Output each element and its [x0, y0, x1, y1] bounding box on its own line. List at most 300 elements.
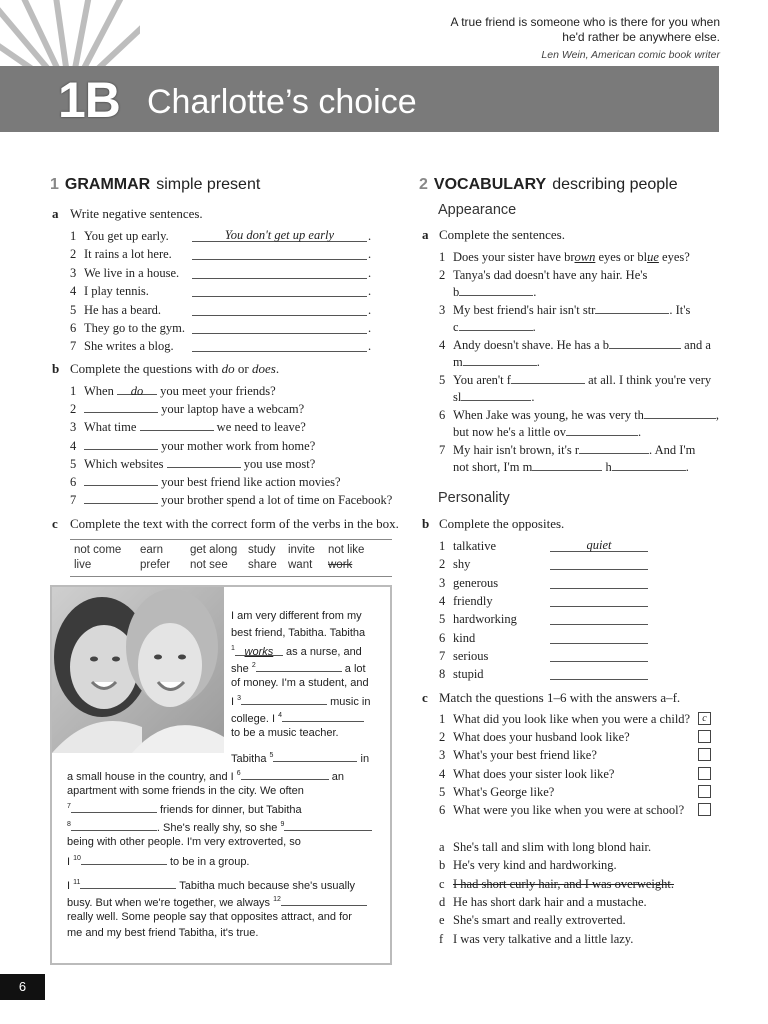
item-number: 3 — [439, 748, 446, 763]
unit-title: Charlotte’s choice — [147, 83, 417, 121]
gap-blank[interactable] — [281, 895, 367, 906]
gap-blank[interactable] — [80, 878, 176, 889]
answer-blank[interactable] — [463, 354, 537, 366]
item-text: but now he's a little ov — [453, 425, 567, 439]
question-item — [70, 456, 315, 472]
answer-checkbox[interactable] — [698, 785, 711, 798]
gap-blank[interactable] — [282, 711, 364, 722]
gap-number: 8 — [67, 821, 71, 828]
answer-blank[interactable] — [595, 302, 669, 314]
unit-number: 1B — [58, 72, 120, 128]
item-text: , — [715, 408, 720, 422]
answer-line[interactable] — [192, 283, 367, 297]
item-text: What's George like? — [453, 784, 555, 799]
gap-blank[interactable] — [284, 820, 372, 831]
opposite-answer-line[interactable]: quiet — [550, 538, 648, 552]
item-text: your mother work from home? — [161, 438, 316, 453]
text-span: I — [231, 696, 235, 708]
gap-number: 5 — [269, 752, 274, 759]
answer-blank[interactable] — [609, 337, 681, 349]
word-box-item: invite — [288, 544, 315, 556]
appearance-item-4-cont — [453, 354, 540, 370]
item-text: What time — [84, 420, 137, 435]
quote-line: he'd rather be anywhere else. — [562, 30, 720, 44]
answer-blank[interactable] — [140, 419, 214, 431]
appearance-item-1: 1 Does your sister have brown eyes or blue eyes? — [439, 250, 690, 264]
text-span: to be in a group. — [169, 856, 250, 868]
text-span: Tabitha — [231, 753, 267, 765]
item-text: He has a beard. — [84, 302, 162, 317]
item-number: 3 — [70, 265, 77, 280]
item-period: . — [368, 302, 372, 317]
item-text: I play tennis. — [84, 284, 149, 299]
exercise-label: a — [422, 227, 429, 242]
item-text: m — [453, 355, 463, 369]
answer-blank[interactable] — [84, 474, 158, 486]
item-text: eyes or bl — [595, 250, 648, 264]
text-line: I am very different from my — [231, 610, 362, 622]
item-number: 1 — [439, 539, 446, 553]
item-number: 4 — [70, 438, 77, 453]
word-box-item: not see — [190, 559, 228, 571]
item-number: 6 — [70, 475, 77, 489]
gap-blank[interactable] — [256, 661, 342, 672]
item-text: You get up early. — [84, 229, 169, 243]
word-box-item: earn — [140, 544, 164, 556]
item-period: . — [368, 247, 372, 262]
answer-letter: f — [439, 931, 444, 946]
gap-blank[interactable] — [241, 769, 329, 780]
opposite-answer-line[interactable] — [550, 648, 648, 662]
word-box-item: share — [248, 559, 277, 571]
item-text: . — [685, 460, 689, 474]
item-number: 8 — [439, 667, 446, 682]
text-line: of money. I'm a student, and — [231, 677, 369, 689]
gap-number: 7 — [67, 803, 71, 810]
item-number: 7 — [70, 339, 77, 354]
item-text: Does your sister have br — [453, 250, 575, 264]
negative-sentence-item — [70, 302, 161, 318]
opposite-item — [439, 556, 470, 572]
text-span: an — [331, 771, 345, 783]
item-number: 2 — [70, 247, 77, 262]
item-text: You aren't f — [453, 373, 511, 387]
answer-text: She's tall and slim with long blond hair. — [453, 840, 652, 854]
match-question — [439, 747, 597, 763]
page-number: 6 — [0, 974, 45, 1000]
item-period: . — [368, 265, 372, 280]
gap-number: 6 — [236, 770, 241, 777]
item-number: 5 — [439, 612, 446, 627]
instruction-keyword: do — [221, 361, 235, 376]
exercise-instruction: Complete the text with the correct form of the verbs in the box. — [70, 516, 399, 531]
exercise-label: b — [422, 516, 430, 531]
match-answer — [439, 876, 674, 892]
text-span: in — [360, 753, 370, 765]
match-answer — [439, 839, 651, 855]
quote-attribution: Len Wein, American comic book writer — [541, 49, 720, 61]
negative-sentence-item — [70, 320, 185, 336]
item-number: 2 — [439, 730, 446, 745]
exercise-instruction: Write negative sentences. — [70, 206, 203, 221]
item-number: 1 — [70, 229, 77, 243]
item-text: What's your best friend like? — [453, 748, 597, 763]
item-text: your brother spend a lot of time on Facebook? — [161, 493, 393, 508]
item-period: . — [368, 321, 372, 335]
question-item — [70, 419, 306, 435]
gap-number: 1 — [231, 645, 235, 652]
appearance-subheading: Appearance — [438, 202, 517, 218]
text-line — [67, 876, 355, 893]
answer-blank[interactable] — [579, 442, 649, 454]
text-line — [67, 852, 250, 869]
instruction-text: . — [275, 361, 280, 376]
answer-letter: a — [439, 840, 445, 854]
text-line — [231, 642, 362, 659]
answer-letter: c — [439, 876, 445, 891]
opposite-answer-line[interactable] — [550, 575, 648, 589]
item-text: Tanya's dad doesn't have any hair. He's — [453, 268, 648, 282]
appearance-item-6-cont — [453, 424, 641, 440]
text-line — [231, 709, 364, 726]
section-number: 1 — [50, 176, 59, 193]
item-word: serious — [453, 648, 489, 663]
answer-line[interactable] — [192, 265, 367, 279]
opposite-answer-line[interactable] — [550, 593, 648, 607]
appearance-item-3-cont — [453, 319, 536, 335]
item-text: They go to the gym. — [84, 321, 186, 335]
text-line — [67, 818, 372, 835]
gap-number: 12 — [273, 896, 281, 903]
word-box-item: not come — [74, 544, 122, 556]
text-span: a lot — [344, 663, 366, 675]
appearance-item-6: 6 When Jake was young, he was very th , — [439, 408, 720, 422]
answer-blank[interactable] — [644, 407, 716, 419]
question-item — [70, 401, 304, 417]
text-span: Tabitha much because she's usually — [179, 880, 356, 892]
match-question — [439, 784, 554, 800]
text-line — [67, 893, 367, 910]
grammar-heading — [50, 176, 260, 194]
gap-blank[interactable] — [71, 802, 157, 813]
item-text: . — [532, 320, 536, 334]
answer-blank[interactable] — [84, 401, 158, 413]
item-number: 3 — [70, 420, 77, 435]
answer-letter: d — [439, 894, 446, 909]
personality-subheading: Personality — [438, 490, 510, 506]
item-text: not short, I'm m — [453, 460, 533, 474]
word-box-item: want — [288, 559, 313, 571]
appearance-item-2: 2 Tanya's dad doesn't have any hair. He's — [439, 268, 648, 282]
item-number: 4 — [70, 284, 77, 299]
exercise-label: b — [52, 361, 60, 376]
match-answer — [439, 931, 633, 947]
epigraph-quote — [390, 15, 720, 63]
item-text: When — [84, 384, 114, 398]
opposite-item — [439, 611, 517, 627]
item-text: We live in a house. — [84, 265, 180, 280]
appearance-item-4: 4 Andy doesn't shave. He has a b and a — [439, 338, 711, 352]
answer-blank[interactable] — [459, 319, 533, 331]
section-topic: simple present — [156, 176, 261, 193]
item-number: 6 — [439, 803, 446, 817]
item-word: stupid — [453, 667, 484, 682]
answer-line[interactable] — [192, 302, 367, 316]
gap-number: 3 — [237, 695, 242, 702]
text-span: as a nurse, and — [285, 646, 362, 658]
item-text: c — [453, 320, 459, 334]
item-text: sl — [453, 390, 462, 404]
item-number: 5 — [70, 302, 77, 317]
answer-text: He's very kind and hardworking. — [453, 858, 617, 873]
text-span: a small house in the country, and I — [67, 771, 234, 783]
instruction-text: or — [234, 361, 252, 376]
item-text: . — [531, 390, 535, 404]
gap-number: 9 — [280, 821, 285, 828]
answer-text: I had short curly hair, and I was overweight. — [453, 876, 674, 891]
item-text: . It's — [669, 303, 691, 317]
answer-line[interactable] — [192, 320, 367, 334]
item-text: at all. I think you're very — [588, 373, 712, 387]
item-text: and a — [684, 338, 711, 352]
item-text: What does your husband look like? — [453, 730, 630, 745]
item-number: 7 — [70, 493, 77, 508]
match-question — [439, 729, 630, 745]
gap-number: 2 — [251, 662, 256, 669]
word-box-item: study — [248, 544, 276, 556]
gap-blank[interactable] — [273, 751, 357, 762]
gap-blank[interactable] — [241, 694, 327, 705]
item-number: 5 — [70, 456, 77, 471]
answer-blank[interactable] — [84, 438, 158, 450]
item-number: 6 — [70, 321, 77, 335]
item-text: your laptop have a webcam? — [161, 402, 305, 417]
text-span: . She's really shy, so she — [156, 822, 278, 834]
text-span: friends for dinner, but Tabitha — [159, 804, 302, 816]
exercise-label: a — [52, 206, 59, 221]
appearance-item-5: 5 You aren't f at all. I think you're very — [439, 373, 712, 387]
section-keyword: GRAMMAR — [64, 176, 151, 193]
negative-sentence-item — [70, 338, 174, 354]
negative-sentence-item — [70, 265, 179, 281]
text-line — [231, 659, 366, 676]
item-word: generous — [453, 575, 499, 590]
word-box-item: live — [74, 559, 92, 571]
item-word: talkative — [453, 539, 497, 553]
text-line — [67, 800, 302, 817]
opposite-answer-line[interactable] — [550, 611, 648, 625]
item-text: She writes a blog. — [84, 339, 174, 354]
text-line — [231, 749, 369, 766]
item-text: h — [605, 460, 612, 474]
item-number: 4 — [439, 766, 446, 781]
item-period: . — [368, 229, 372, 243]
question-item — [70, 383, 276, 399]
item-text: What does your sister look like? — [453, 766, 615, 781]
answer-blank[interactable] — [511, 372, 585, 384]
item-text: your best friend like action movies? — [161, 475, 341, 489]
section-keyword: VOCABULARY — [433, 176, 547, 193]
gap-number: 4 — [278, 712, 282, 719]
text-line: really well. Some people say that opposites attract, and for — [67, 911, 352, 923]
item-number: 6 — [439, 630, 446, 645]
word-box-item-used: work — [328, 559, 353, 571]
answer-text: He has short dark hair and a mustache. — [453, 894, 647, 909]
instruction-text: Complete the questions with — [70, 361, 222, 376]
item-text: My hair isn't brown, it's r — [453, 443, 580, 457]
answer-blank[interactable]: do — [117, 383, 157, 395]
item-word: hardworking — [453, 612, 517, 627]
opposite-item — [439, 648, 488, 664]
answer-blank[interactable] — [167, 456, 241, 468]
item-text: we need to leave? — [216, 420, 306, 435]
item-number: 2 — [70, 402, 77, 417]
item-answer: ue — [647, 250, 659, 264]
item-text: . — [638, 425, 642, 439]
appearance-item-3: 3 My best friend's hair isn't str . It's — [439, 303, 691, 317]
section-number: 2 — [419, 176, 428, 193]
item-number: 5 — [439, 784, 446, 799]
question-item — [70, 474, 341, 490]
text-span: busy. But when we're together, we always — [67, 897, 271, 909]
answer-blank[interactable] — [461, 389, 531, 401]
exercise-instruction: Match the questions 1–6 with the answers a–f. — [439, 690, 681, 705]
exercise-instruction — [70, 361, 279, 377]
word-box-item: prefer — [140, 559, 171, 571]
question-item — [70, 438, 315, 454]
gap-blank[interactable] — [71, 820, 157, 831]
item-text: eyes? — [658, 250, 690, 264]
match-answer — [439, 912, 626, 928]
exercise-instruction: Complete the opposites. — [439, 516, 565, 531]
item-text: Which websites — [84, 456, 164, 471]
text-line: best friend, Tabitha. Tabitha — [231, 627, 366, 639]
answer-checkbox[interactable]: c — [698, 712, 711, 725]
match-question — [439, 802, 684, 818]
answer-checkbox[interactable] — [698, 748, 711, 761]
answer-checkbox[interactable] — [698, 730, 711, 743]
match-answer — [439, 894, 647, 910]
quote-line: A true friend is someone who is there for you when — [450, 15, 720, 29]
appearance-item-7: 7 My hair isn't brown, it's r . And I'm — [439, 443, 696, 457]
item-text: . — [533, 285, 537, 299]
gap-blank[interactable] — [81, 854, 167, 865]
item-text: you use most? — [243, 456, 316, 471]
answer-blank[interactable] — [532, 459, 602, 471]
answer-blank[interactable] — [566, 424, 638, 436]
verb-word-box — [70, 539, 392, 577]
exercise-instruction: Complete the sentences. — [439, 227, 565, 242]
item-word: kind — [453, 630, 476, 645]
item-number: 3 — [439, 575, 446, 590]
answer-blank[interactable] — [459, 284, 533, 296]
opposite-item — [439, 630, 475, 646]
instruction-keyword: does — [252, 361, 276, 376]
text-span: music in — [330, 696, 371, 708]
text-span: I — [67, 856, 71, 868]
opposite-item — [439, 575, 498, 591]
item-number: 1 — [70, 384, 77, 398]
negative-sentence-item — [70, 228, 169, 244]
text-line: me and my best friend Tabitha, it's true. — [67, 927, 259, 939]
text-span: college. I — [231, 713, 276, 725]
word-box-item: not like — [328, 544, 365, 556]
opposite-answer-line[interactable] — [550, 630, 648, 644]
appearance-item-2-cont — [453, 284, 536, 300]
gap-answer: works — [235, 645, 283, 656]
text-line: apartment with some friends in the city. We often — [67, 785, 304, 797]
answer-letter: b — [439, 858, 446, 873]
text-line: being with other people. I'm very extroverted, so — [67, 836, 301, 848]
match-question — [439, 766, 614, 782]
answer-checkbox[interactable] — [698, 803, 711, 816]
answer-blank[interactable] — [612, 459, 686, 471]
opposite-answer-line[interactable] — [550, 556, 648, 570]
item-text: What did you look like when you were a child? — [453, 712, 691, 726]
exercise-label: c — [422, 690, 428, 705]
text-line — [231, 692, 370, 709]
item-word: shy — [453, 557, 471, 572]
item-number: 1 — [439, 712, 446, 726]
answer-blank[interactable] — [84, 492, 158, 504]
item-text: What were you like when you were at school? — [453, 803, 685, 817]
negative-sentence-item — [70, 246, 172, 262]
item-number: 7 — [439, 648, 446, 663]
answer-text: She's smart and really extroverted. — [453, 913, 626, 928]
exercise-label: c — [52, 516, 58, 531]
item-text: . And I'm — [649, 443, 696, 457]
item-word: friendly — [453, 593, 493, 608]
opposite-item — [439, 538, 496, 554]
text-line: to be a music teacher. — [231, 727, 339, 739]
match-answer — [439, 857, 617, 873]
item-text: My best friend's hair isn't str — [453, 303, 596, 317]
question-item — [70, 492, 392, 508]
item-text: It rains a lot here. — [84, 247, 172, 262]
item-period: . — [368, 339, 372, 354]
answer-checkbox[interactable] — [698, 767, 711, 780]
word-box-item: get along — [190, 544, 238, 556]
item-text: Andy doesn't shave. He has a b — [453, 338, 610, 352]
answer-text: I was very talkative and a little lazy. — [453, 931, 634, 946]
item-text: . — [536, 355, 540, 369]
negative-sentence-item — [70, 283, 149, 299]
text-span: I — [67, 880, 71, 892]
item-text: When Jake was young, he was very th — [453, 408, 644, 422]
answer-letter: e — [439, 913, 445, 928]
section-topic: describing people — [552, 176, 678, 193]
item-number: 2 — [439, 557, 446, 572]
item-text: you meet your friends? — [160, 384, 276, 398]
answer-line[interactable] — [192, 338, 367, 352]
answer-line[interactable] — [192, 246, 367, 260]
match-question — [439, 711, 690, 727]
text-line — [67, 767, 344, 784]
appearance-item-7-cont — [453, 459, 689, 475]
appearance-item-5-cont — [453, 389, 534, 405]
answer-line[interactable]: You don't get up early — [192, 228, 367, 242]
vocabulary-heading — [419, 176, 678, 194]
opposite-item — [439, 666, 484, 682]
friends-photo — [52, 587, 224, 753]
item-answer: own — [574, 250, 596, 264]
gap-number: 10 — [73, 855, 81, 862]
opposite-answer-line[interactable] — [550, 666, 648, 680]
item-text: b — [453, 285, 460, 299]
gap-number: 11 — [73, 879, 81, 886]
item-period: . — [368, 284, 372, 299]
item-number: 4 — [439, 593, 446, 608]
